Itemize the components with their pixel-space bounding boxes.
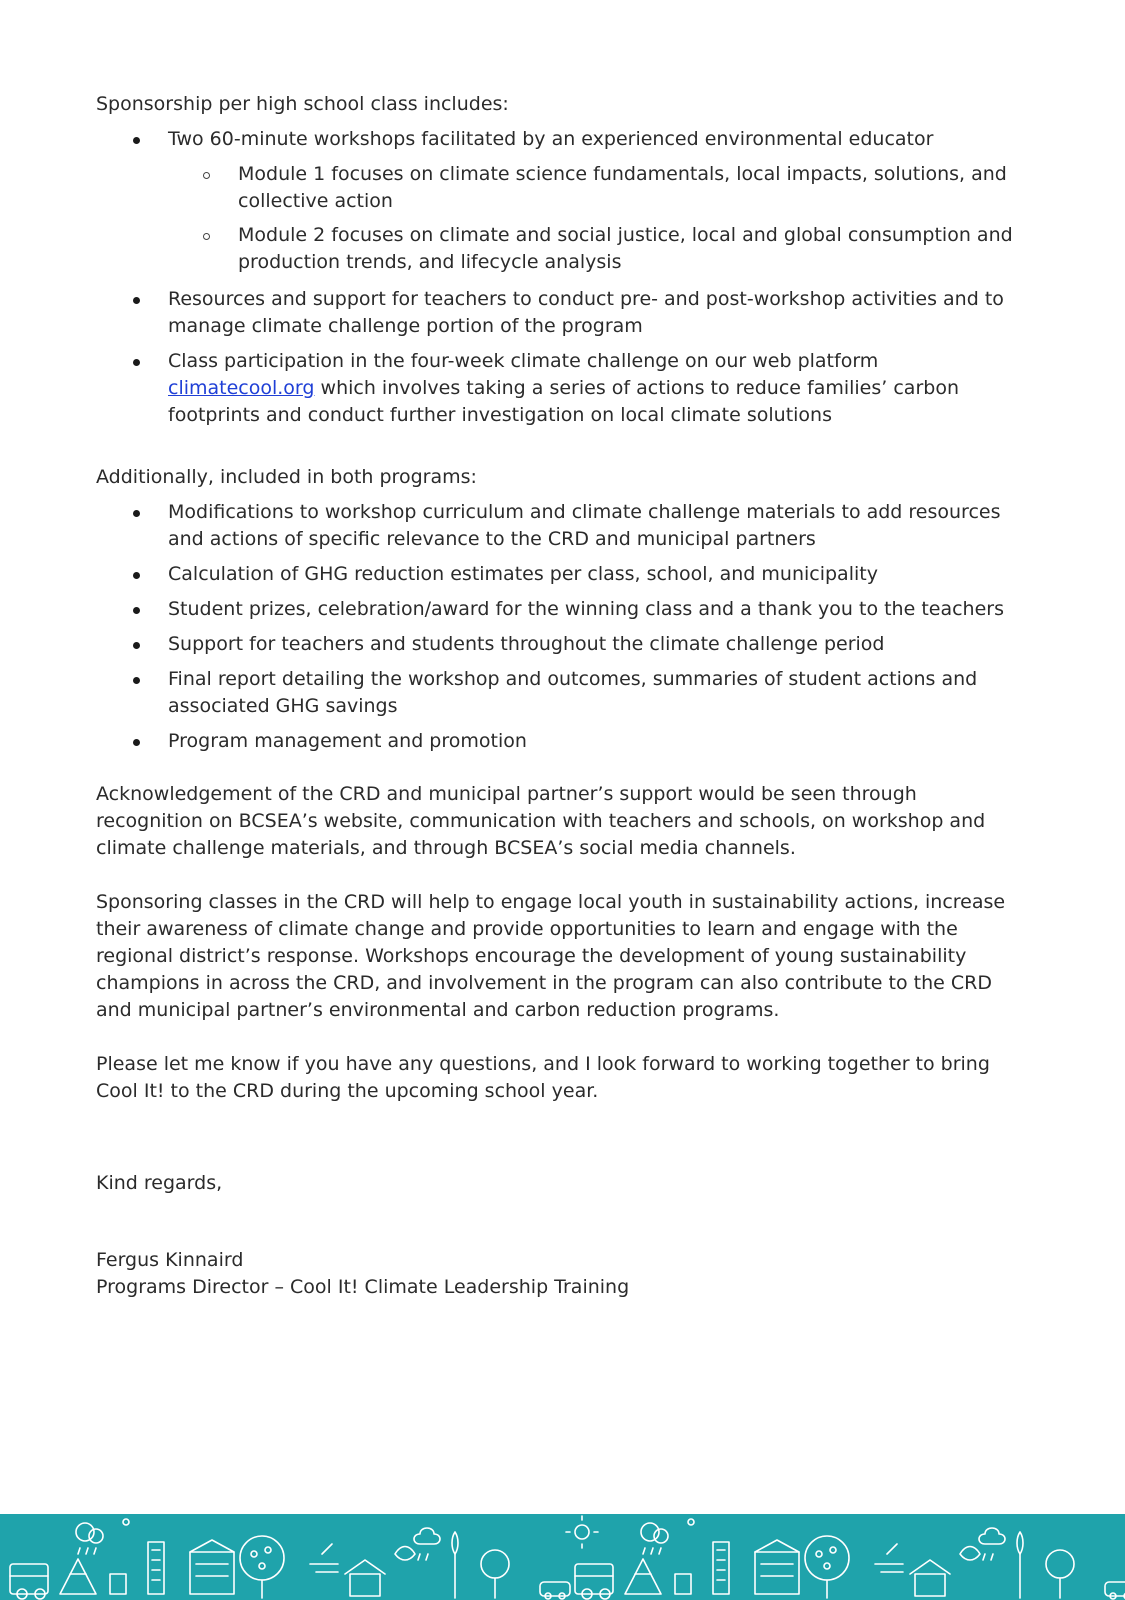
list-item: Program management and promotion [96,728,1026,755]
salutation: Kind regards, [96,1172,223,1194]
letter-body [96,91,1026,1301]
acknowledgement-paragraph: Acknowledgement of the CRD and municipal partner’s support would be seen through recognition on BCSEA’s website, communication with teachers and schools, on workshop and climate challenge materials, and through BCSEA’s social media channels. [96,783,986,859]
list-item: Module 2 focuses on climate and social justice, local and global consumption and production trends, and lifecycle analysis [168,222,1026,276]
questions-paragraph: Please let me know if you have any questions, and I look forward to working together to bring Cool It! to the CRD during the upcoming school year. [96,1053,990,1102]
additional-list [96,499,1026,755]
list-item-text: Two 60-minute workshops facilitated by an experienced environmental educator [168,128,934,150]
list-item: Student prizes, celebration/award for the winning class and a thank you to the teachers [96,596,1026,623]
list-item: Resources and support for teachers to conduct pre- and post-workshop activities and to manage climate challenge portion of the program [96,286,1026,340]
module-list [168,161,1026,276]
additional-heading: Additionally, included in both programs: [96,466,477,488]
list-item: Modifications to workshop curriculum and climate challenge materials to add resources and actions of specific relevance to the CRD and municipal partners [96,499,1026,553]
climatecool-link[interactable]: climatecool.org [168,377,315,399]
list-item: Support for teachers and students throughout the climate challenge period [96,631,1026,658]
signer-title: Programs Director – Cool It! Climate Leadership Training [96,1276,630,1298]
sponsorship-heading: Sponsorship per high school class includes: [96,93,509,115]
footer-banner [0,1514,1125,1600]
sponsorship-list [96,126,1026,429]
sponsoring-paragraph: Sponsoring classes in the CRD will help to engage local youth in sustainability actions, increase their awareness of climate change and provide opportunities to learn and engage with the regional district’s response. Workshops encourage the development of young sustainability champions in across the CRD, and involvement in the program can also contribute to the CRD and municipal partner’s environmental and carbon reduction programs. [96,891,1006,1021]
signer-name: Fergus Kinnaird [96,1249,244,1271]
list-item [96,126,1026,276]
list-item [96,348,1026,429]
challenge-text-before: Class participation in the four-week climate challenge on our web platform [168,350,879,372]
list-item: Calculation of GHG reduction estimates per class, school, and municipality [96,561,1026,588]
list-item: Final report detailing the workshop and outcomes, summaries of student actions and associated GHG savings [96,666,1026,720]
list-item: Module 1 focuses on climate science fundamentals, local impacts, solutions, and collective action [168,161,1026,215]
challenge-text-after: which involves taking a series of actions to reduce families’ carbon footprints and conduct further investigation on local climate solutions [168,377,959,426]
city-illustration [0,1514,1125,1600]
